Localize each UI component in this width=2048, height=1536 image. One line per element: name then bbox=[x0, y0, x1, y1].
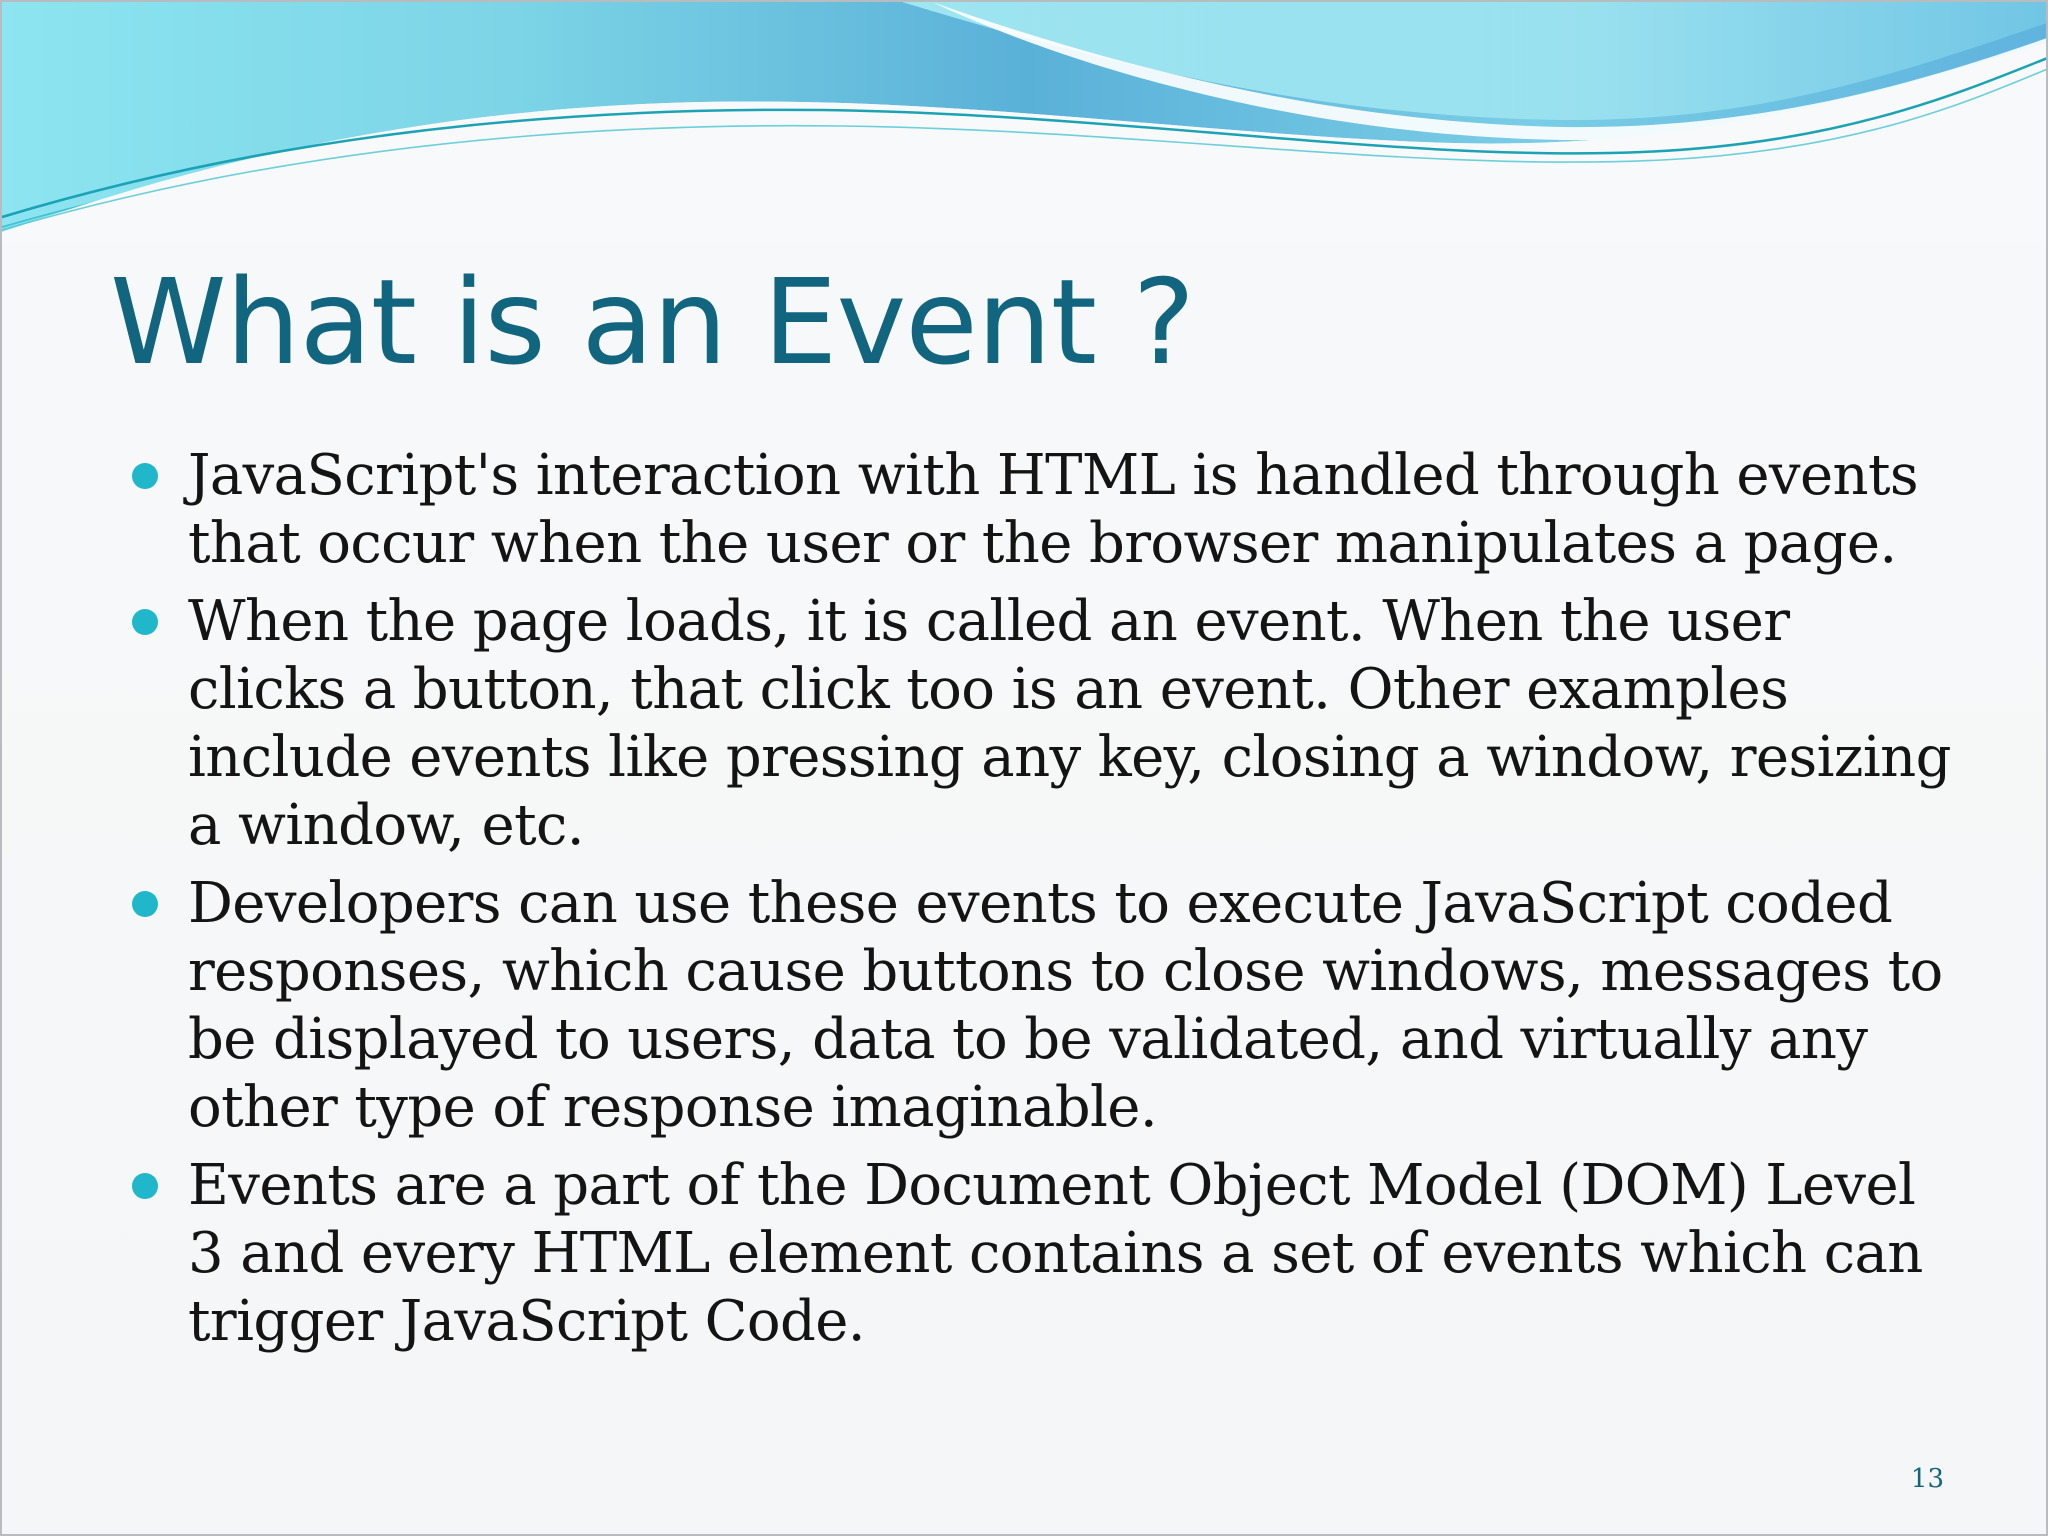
bullet-dot-icon bbox=[132, 609, 158, 635]
bullet-text: JavaScript's interaction with HTML is handled through events that occur when the user or the browser manipulates a page. bbox=[188, 443, 1918, 576]
slide-title: What is an Event ? bbox=[110, 253, 1195, 391]
bullet-item bbox=[122, 1152, 1952, 1356]
bullet-item bbox=[122, 870, 1952, 1142]
bullet-item bbox=[122, 442, 1952, 578]
bullet-text: Events are a part of the Document Object Model (DOM) Level 3 and every HTML element contains a set of events which can trigger JavaScript Code. bbox=[188, 1153, 1923, 1354]
page-number: 13 bbox=[1910, 1464, 1944, 1494]
bullet-list bbox=[122, 442, 1952, 1366]
bullet-text: Developers can use these events to execute JavaScript coded responses, which cause buttons to close windows, messages to be displayed to users, data to be validated, and virtually any other type of response imaginable. bbox=[188, 871, 1943, 1140]
wave-header-decoration bbox=[2, 2, 2048, 242]
bullet-dot-icon bbox=[132, 1173, 158, 1199]
bullet-text: When the page loads, it is called an event. When the user clicks a button, that click too is an event. Other examples include events like pressing any key, closing a window, resizing a window, etc. bbox=[188, 589, 1951, 858]
bullet-dot-icon bbox=[132, 891, 158, 917]
bullet-item bbox=[122, 588, 1952, 860]
bullet-dot-icon bbox=[132, 463, 158, 489]
